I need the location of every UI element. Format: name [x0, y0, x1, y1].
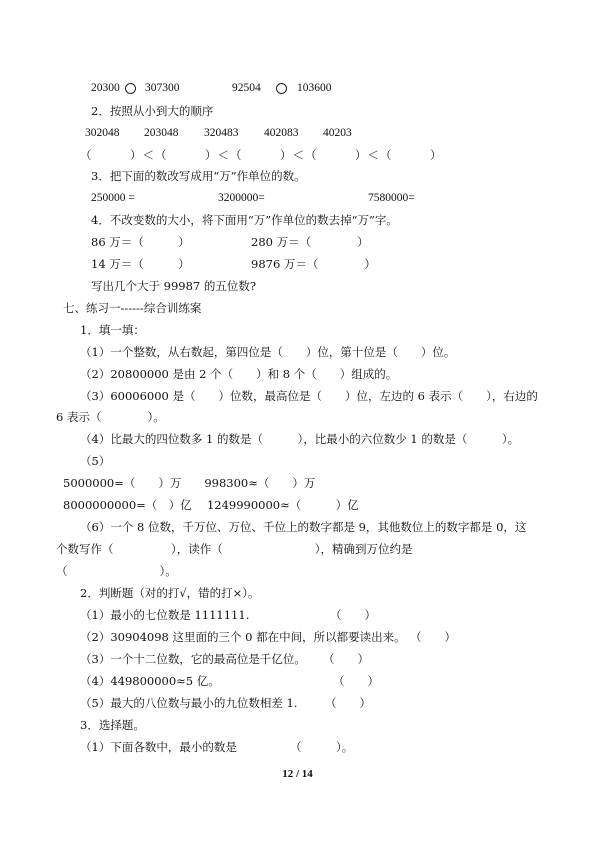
choose-p1: （1）下面各数中，最小的数是: [80, 740, 237, 754]
q3-title: 3．把下面的数改写成用“万”作单位的数。: [91, 169, 306, 183]
judge-item-1: （1）最小的七位数是 1111111.: [80, 608, 250, 622]
q4-row2-a: 14 万＝（ ）: [91, 257, 190, 271]
judge-blank-5: （ ）: [325, 696, 371, 710]
judge-item-2: （2）30904098 这里面的三个 0 都在中间，所以都要读出来。: [80, 630, 406, 644]
q2-number-3: 320483: [204, 127, 239, 139]
q2-title: 2．按照从小到大的顺序: [91, 104, 214, 118]
choose-title: 3．选择题。: [80, 718, 145, 732]
fill-p3b: 6 表示（ ）。: [56, 410, 165, 424]
choose-p1-blank: （ ）。: [290, 740, 354, 754]
q4-title: 4．不改变数的大小，将下面用“万”作单位的数去掉“万”字。: [91, 213, 398, 227]
fill-title: 1．填一填：: [80, 323, 145, 337]
fill-p3a: （3）60006000 是（ ）位数，最高位是（ ）位，左边的 6 表示（ ），右边的: [80, 389, 538, 403]
compare-circle-right: [276, 82, 287, 96]
q2-number-4: 402083: [264, 127, 299, 139]
compare-left-a: 20300: [91, 82, 120, 94]
q2-order-row: （ ）＜（ ）＜（ ）＜（ ）＜（ ）: [80, 148, 443, 162]
compare-right-b: 103600: [297, 82, 332, 94]
fill-p6c: （ ）。: [56, 564, 177, 578]
judge-blank-3: （ ）: [323, 652, 369, 666]
page-number: 12 / 14: [282, 768, 313, 780]
judge-item-5: （5）最大的八位数与最小的九位数相差 1.: [80, 696, 298, 710]
fill-p5: （5）: [80, 454, 111, 468]
q2-number-2: 203048: [144, 127, 179, 139]
q3-item-3: 7580000=: [368, 192, 415, 204]
fill-p5a: 5000000=（ ）万 998300≈（ ）万: [63, 476, 316, 490]
fill-p4: （4）比最大的四位数多 1 的数是（ ），比最小的六位数少 1 的数是（ ）。: [80, 432, 520, 446]
fill-p6b: 个数写作（ ），读作（ ），精确到万位约是: [56, 542, 413, 556]
judge-blank-2: （ ）: [410, 630, 456, 644]
q3-item-1: 250000 =: [91, 192, 135, 204]
section-7-heading: 七、练习一------综合训练案: [63, 301, 202, 315]
fill-p1: （1）一个整数，从右数起，第四位是（ ）位，第十位是（ ）位。: [80, 345, 456, 359]
fill-p6a: （6）一个 8 位数，千万位、万位、千位上的数字都是 9，其他数位上的数字都是 0，这: [80, 520, 527, 534]
judge-title: 2．判断题（对的打√，错的打×）。: [80, 586, 260, 600]
judge-blank-4: （ ）: [333, 674, 379, 688]
compare-left-b: 307300: [145, 82, 180, 94]
q4-row2-b: 9876 万＝（ ）: [251, 257, 376, 271]
q2-number-1: 302048: [85, 127, 120, 139]
fill-p2: （2）20800000 是由 2 个（ ）和 8 个（ ）组成的。: [80, 367, 398, 381]
q2-number-5: 40203: [323, 127, 352, 139]
q4-row1-b: 280 万＝（ ）: [251, 235, 369, 249]
judge-item-4: （4）449800000≈5 亿。: [80, 674, 220, 688]
q4-row1-a: 86 万＝（ ）: [91, 235, 190, 249]
q3-item-2: 3200000=: [218, 192, 265, 204]
compare-circle-left: [125, 82, 136, 96]
fill-p5b: 8000000000=（ ）亿 1249990000≈（ ）亿: [63, 498, 359, 512]
judge-blank-1: （ ）: [330, 608, 376, 622]
judge-item-3: （3）一个十二位数，它的最高位是千亿位。: [80, 652, 306, 666]
compare-right-a: 92504: [232, 82, 261, 94]
q5-text: 写出几个大于 99987 的五位数?: [91, 279, 257, 293]
